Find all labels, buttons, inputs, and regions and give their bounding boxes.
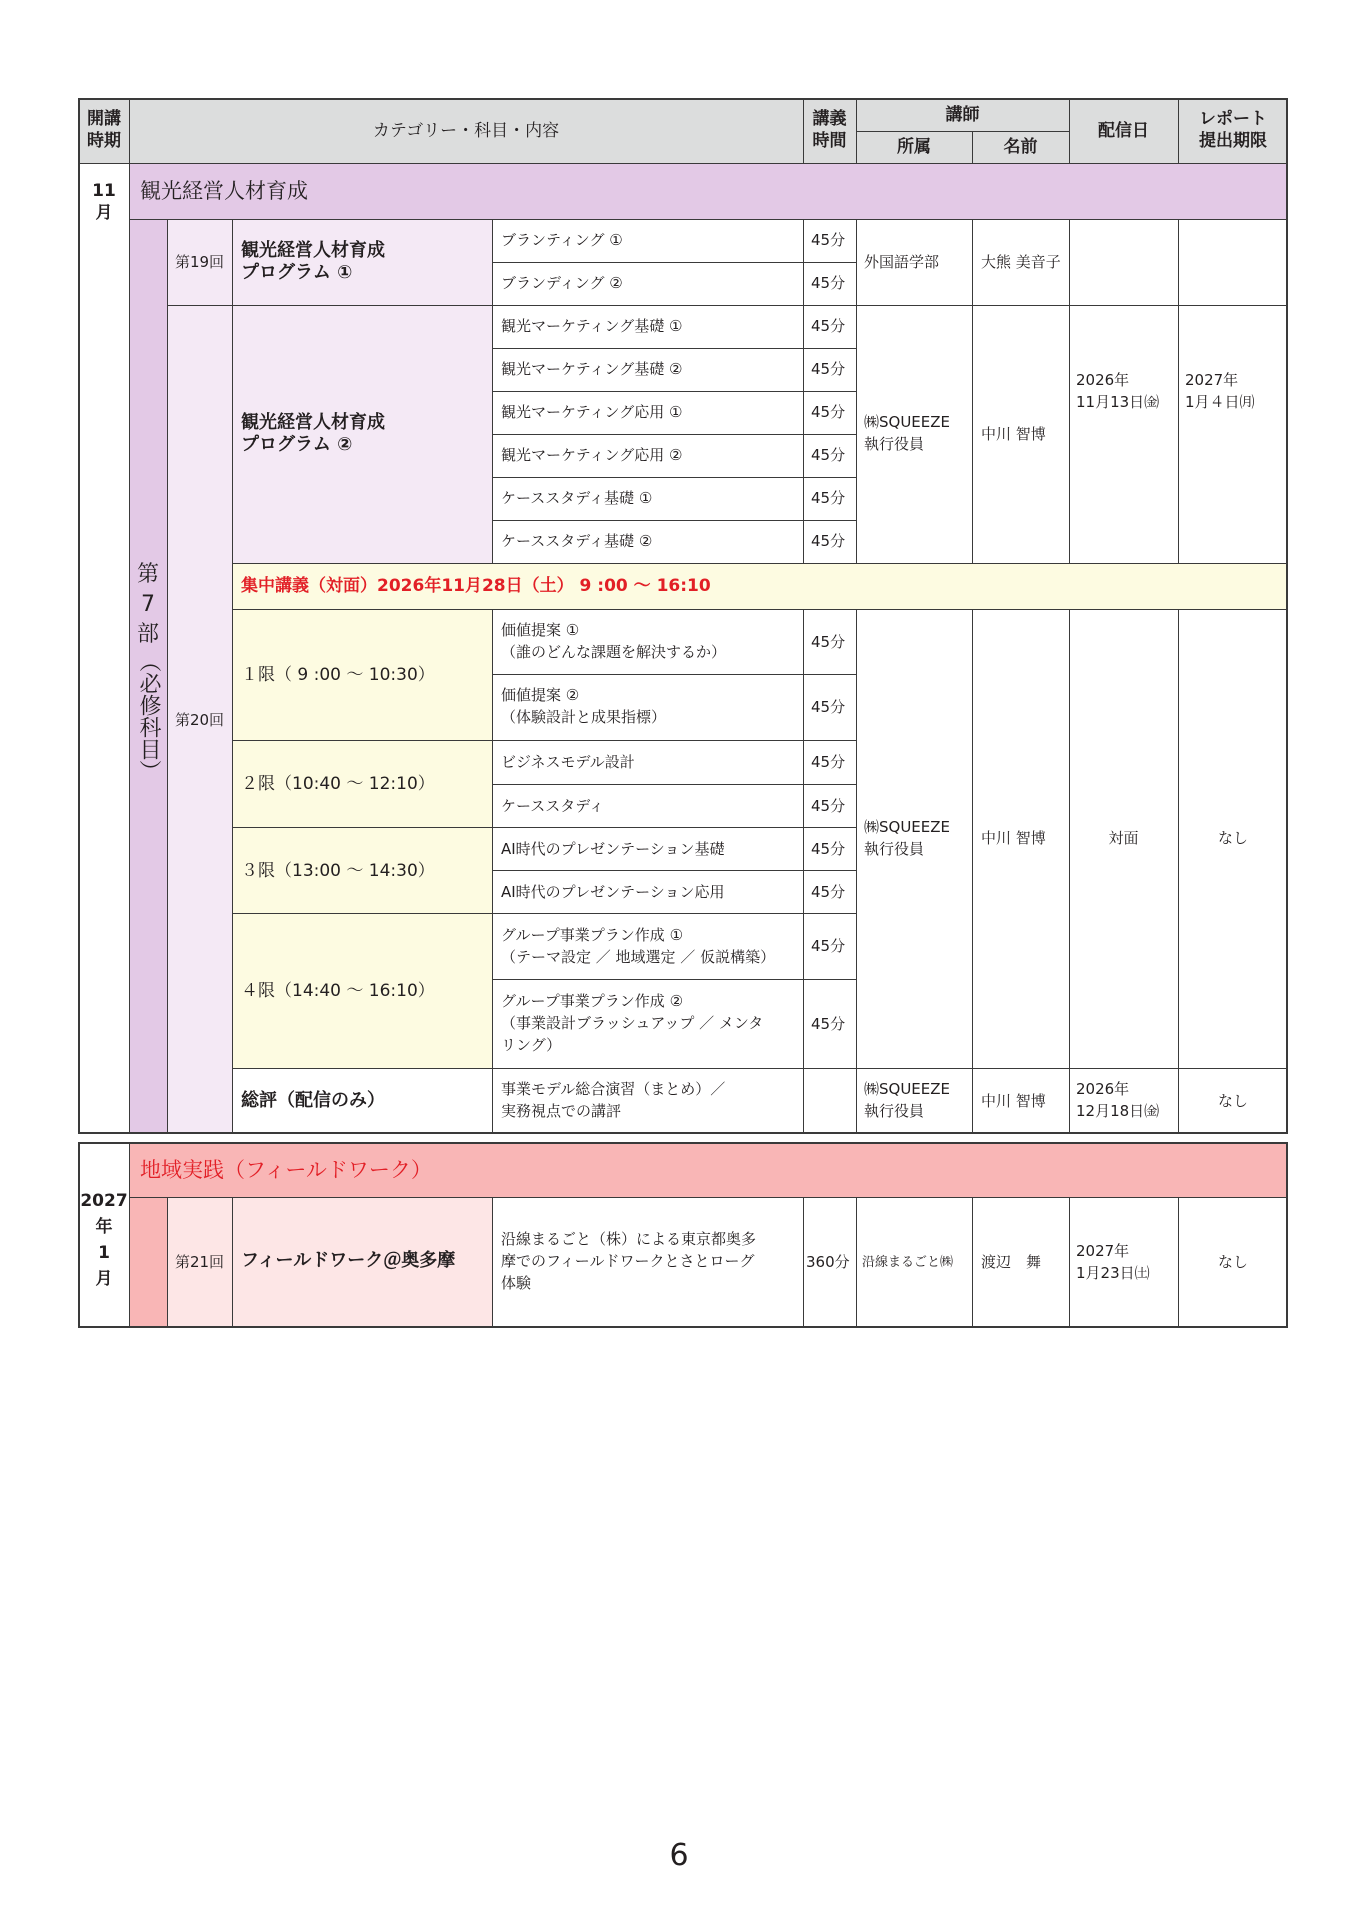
period-2-item-2: ケーススタディ — [501, 797, 605, 815]
session20-duration-1: 45分 — [811, 317, 846, 335]
report-deadline-day: 1月４日㈪ — [1185, 393, 1255, 411]
delivery-date-year: 2026年 — [1076, 371, 1130, 389]
month2-year-unit: 年 — [95, 1217, 113, 1237]
session20-affiliation-company: ㈱SQUEEZE — [864, 413, 951, 431]
page-number: 6 — [669, 1838, 689, 1873]
session21-program: フィールドワーク＠奥多摩 — [241, 1250, 456, 1271]
intensive-affiliation — [864, 816, 950, 860]
period-4-item-1-desc: （テーマ設定 ／ 地域選定 ／ 仮説構築） — [501, 948, 776, 966]
session21-content-line1: 沿線まるごと（株）による東京都奥多 — [501, 1230, 757, 1248]
header-report-line2: 提出期限 — [1199, 131, 1267, 151]
header-duration — [803, 108, 856, 152]
session21-content-line2: 摩でのフィールドワークとさとローグ — [501, 1252, 755, 1270]
period-3-duration-2: 45分 — [811, 883, 846, 901]
period-1-duration-1: 45分 — [811, 633, 846, 651]
review-label: 総評（配信のみ） — [241, 1090, 385, 1111]
period-1-label: １限（ 9 :00 ～ 10:30） — [241, 665, 435, 685]
intensive-lecturer-name: 中川 智博 — [981, 829, 1046, 847]
session21-duration: 360分 — [806, 1253, 850, 1271]
month2-year: 2027 — [80, 1191, 128, 1211]
header-period — [79, 108, 129, 152]
session20-item-4: 観光マーケティング応用 ② — [501, 446, 683, 464]
period-1-item-1-title: 価値提案 ① — [501, 621, 580, 639]
part-label-dai: 第 — [136, 562, 159, 587]
session19-program-line2: プログラム ① — [241, 262, 353, 283]
session19-duration-2: 45分 — [811, 274, 846, 292]
month-number: 11 — [92, 181, 116, 201]
intensive-delivery: 対面 — [1108, 829, 1139, 847]
session20-number: 第20回 — [174, 711, 225, 729]
review-delivery-day: 12月18日㈮ — [1076, 1102, 1160, 1120]
review-affiliation-role: 執行役員 — [864, 1102, 925, 1120]
header-category: カテゴリー・科目・内容 — [372, 121, 560, 141]
session20-duration-3: 45分 — [811, 403, 846, 421]
category-title-fieldwork: 地域実践（フィールドワーク） — [140, 1158, 432, 1182]
header-affiliation: 所属 — [897, 137, 931, 157]
session20-item-5: ケーススタディ基礎 ① — [501, 489, 653, 507]
session20-duration-2: 45分 — [811, 360, 846, 378]
intensive-report: なし — [1217, 829, 1248, 847]
session21-delivery-day: 1月23日㈯ — [1076, 1264, 1150, 1282]
category-title-tourism: 観光経営人材育成 — [140, 179, 308, 203]
session20-item-3: 観光マーケティング応用 ① — [501, 403, 683, 421]
review-delivery-date — [1076, 1078, 1159, 1122]
session19-number: 第19回 — [174, 253, 225, 271]
part-label-required: （必修科目） — [136, 650, 161, 782]
header-period-line1: 開講 — [87, 109, 121, 129]
period-1-item-1 — [501, 619, 726, 663]
month-label-november — [79, 180, 129, 224]
part-label-bu: 部 — [136, 622, 159, 647]
session20-program-line1: 観光経営人材育成 — [241, 412, 385, 433]
period-2-duration-1: 45分 — [811, 753, 846, 771]
period-1-duration-2: 45分 — [811, 698, 846, 716]
session20-program — [241, 412, 385, 456]
part-label-number: 7 — [141, 592, 155, 617]
month2-unit: 月 — [95, 1269, 113, 1289]
session21-content-line3: 体験 — [501, 1274, 532, 1292]
period-1-item-2 — [501, 684, 666, 728]
session20-item-6: ケーススタディ基礎 ② — [501, 532, 653, 550]
month2-number: 1 — [98, 1243, 110, 1263]
period-1-item-2-desc: （体験設計と成果指標） — [501, 708, 667, 726]
session20-affiliation — [864, 411, 950, 455]
period-3-item-1: AI時代のプレゼンテーション基礎 — [501, 840, 725, 858]
review-report: なし — [1217, 1092, 1248, 1110]
intensive-affiliation-role: 執行役員 — [864, 840, 925, 858]
header-duration-line1: 講義 — [812, 109, 847, 129]
header-report — [1178, 108, 1288, 152]
session21-report: なし — [1217, 1253, 1248, 1271]
period-4-label: ４限（14:40 ～ 16:10） — [241, 981, 435, 1001]
header-name: 名前 — [1003, 137, 1038, 157]
delivery-date-nov — [1076, 369, 1159, 413]
review-content-line2: 実務視点での講評 — [501, 1102, 622, 1120]
session20-item-1: 観光マーケティング基礎 ① — [501, 317, 683, 335]
period-4-item-2 — [501, 990, 763, 1056]
period-4-item-1-title: グループ事業プラン作成 ① — [501, 926, 684, 944]
period-1-item-2-title: 価値提案 ② — [501, 686, 580, 704]
review-content — [501, 1078, 725, 1122]
session19-item-2: ブランディング ② — [501, 274, 623, 292]
period-3-duration-1: 45分 — [811, 840, 846, 858]
session21-affiliation: 沿線まるごと㈱ — [862, 1255, 954, 1270]
session20-duration-5: 45分 — [811, 489, 846, 507]
review-content-line1: 事業モデル総合演習（まとめ）／ — [501, 1080, 726, 1098]
session20-duration-6: 45分 — [811, 532, 846, 550]
session21-number: 第21回 — [174, 1253, 225, 1271]
header-delivery-date: 配信日 — [1098, 121, 1149, 141]
session20-item-2: 観光マーケティング基礎 ② — [501, 360, 683, 378]
session20-affiliation-role: 執行役員 — [864, 435, 925, 453]
report-deadline-nov — [1185, 369, 1255, 413]
header-lecturer: 講師 — [945, 105, 980, 125]
session20-duration-4: 45分 — [811, 446, 846, 464]
header-duration-line2: 時間 — [812, 131, 847, 151]
period-4-item-1 — [501, 924, 775, 968]
part-label — [129, 560, 167, 782]
delivery-date-day: 11月13日㈮ — [1076, 393, 1160, 411]
month-label-jan-2027 — [79, 1188, 129, 1292]
review-affiliation — [864, 1078, 950, 1122]
period-4-item-2-desc1: （事業設計ブラッシュアップ ／ メンタ — [501, 1014, 764, 1032]
session21-lecturer-name: 渡辺 舞 — [981, 1253, 1042, 1271]
report-deadline-year: 2027年 — [1185, 371, 1239, 389]
intensive-affiliation-company: ㈱SQUEEZE — [864, 818, 951, 836]
session20-program-line2: プログラム ② — [241, 434, 353, 455]
header-report-line1: レポート — [1199, 109, 1267, 129]
session19-duration-1: 45分 — [811, 231, 846, 249]
period-1-item-1-desc: （誰のどんな課題を解決するか） — [501, 643, 727, 661]
session19-program — [241, 240, 385, 284]
review-lecturer-name: 中川 智博 — [981, 1092, 1046, 1110]
period-3-item-2: AI時代のプレゼンテーション応用 — [501, 883, 725, 901]
session21-content — [501, 1228, 756, 1294]
session19-item-1: ブランティング ① — [501, 231, 623, 249]
month-unit: 月 — [95, 203, 113, 223]
period-3-label: ３限（13:00 ～ 14:30） — [241, 861, 435, 881]
intensive-session-banner: 集中講義（対面）2026年11月28日（土） 9 :00 ～ 16:10 — [241, 576, 711, 596]
review-delivery-year: 2026年 — [1076, 1080, 1130, 1098]
period-2-duration-2: 45分 — [811, 797, 846, 815]
period-2-label: ２限（10:40 ～ 12:10） — [241, 774, 435, 794]
session20-lecturer-name: 中川 智博 — [981, 425, 1046, 443]
period-4-item-2-title: グループ事業プラン作成 ② — [501, 992, 684, 1010]
header-period-line2: 時期 — [87, 131, 121, 151]
session19-affiliation: 外国語学部 — [864, 253, 940, 271]
session21-delivery-year: 2027年 — [1076, 1242, 1130, 1260]
period-2-item-1: ビジネスモデル設計 — [501, 753, 635, 771]
fieldwork-part-column — [129, 1197, 167, 1327]
session21-delivery-date — [1076, 1240, 1150, 1284]
period-4-duration-1: 45分 — [811, 937, 846, 955]
period-4-item-2-desc2: リング） — [501, 1036, 562, 1054]
review-affiliation-company: ㈱SQUEEZE — [864, 1080, 951, 1098]
period-4-duration-2: 45分 — [811, 1015, 846, 1033]
session19-lecturer-name: 大熊 美音子 — [981, 253, 1061, 271]
session19-program-line1: 観光経営人材育成 — [241, 240, 385, 261]
